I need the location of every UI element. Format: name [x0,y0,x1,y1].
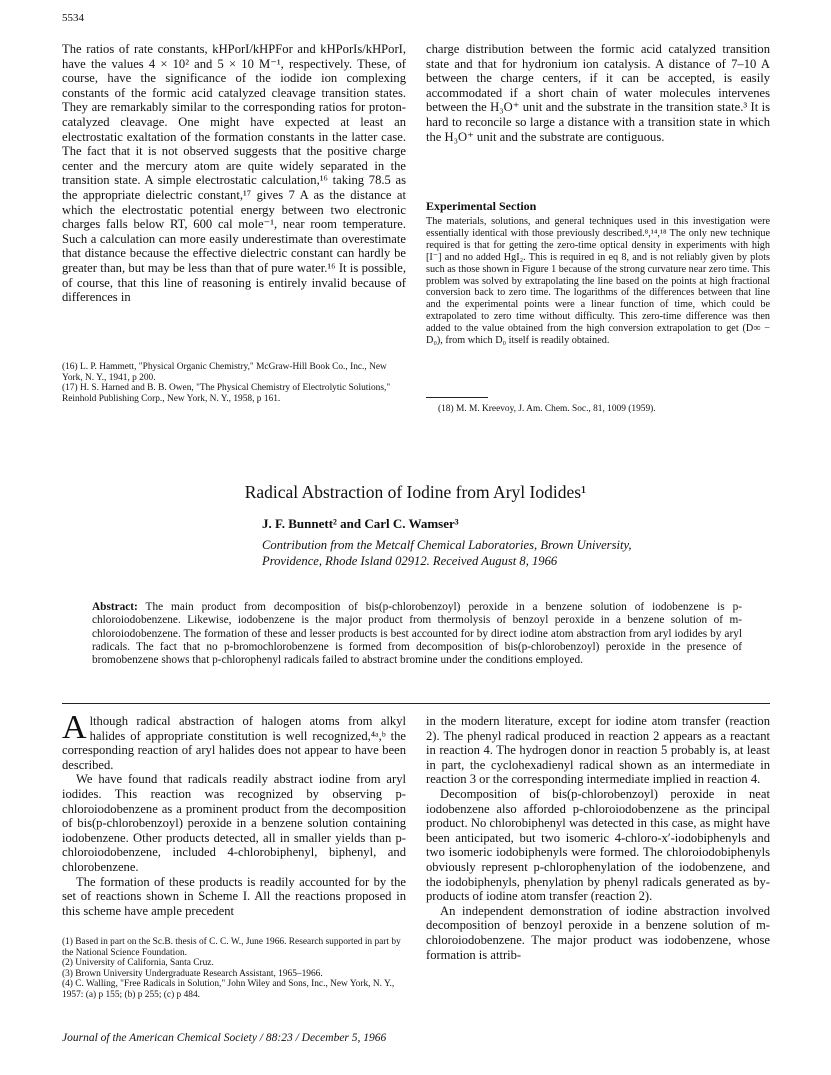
experimental-paragraph: The materials, solutions, and general techniques used in this investigation were essentially identical with those previously described.⁸,¹⁴,¹⁸ The only new technique required is that for getting the zero-time optical density in experiments with high [I⁻] and no added HgI₂. This is required in eq 8, and is not reliably given by plots such as those shown in Figure 1 because of the strong curvature near zero time. This problem was solved by extrapolating the line based on the points at high fractional conversion back to zero time. The logarithms of the differences between that line and the experimental points were a linear function of time, which could be extrapolated to zero time without difficulty. This zero-time difference was then added to the value obtained from the high conversion extrapolation to get (D∞ − D₀), from which D₀ itself is readily obtained. [426,216,770,347]
experimental-text [426,216,770,347]
footnote: (18) M. M. Kreevoy, J. Am. Chem. Soc., 81, 1009 (1959). [438,404,656,414]
top-left-footnotes [62,362,406,404]
abstract-text: The main product from decomposition of bis(p-chlorobenzoyl) peroxide in a benzene solution of iodobenzene is p-chloroiodobenzene. Likewise, iodobenzene is the major product from thermolysis of benzoyl peroxide in a benzene solution of m-chloroiodobenzene. The formation of these and lesser products is best accounted for by direct iodine atom abstraction from aryl iodides by aryl radicals. The fact that no p-bromochlorobenzene is formed from decomposition of bis(p-chlorobenzoyl) peroxide in the presence of bromobenzene shows that p-chlorophenyl radicals failed to abstract bromine under the conditions employed. [92,601,742,667]
top-left-column [62,42,406,305]
body-left-footnotes [62,937,406,1001]
body-paragraph: Decomposition of bis(p-chlorobenzoyl) peroxide in neat iodobenzene also afforded p-chloroiodobenzene as the principal product. No chlorobiphenyl was detected in this case, as might have been anticipated, but two isomeric 4-chloro-x′-iodobiphenyls and two isomeric iodobiphenyls were formed. The chloroiodobiphenyls obviously represent p-chlorophenylation of the iodobenzene, and the iodobiphenyls, phenylation by phenyl radicals generated as by-products of iodine atom transfer (reaction 2). [426,786,770,904]
abstract-label: Abstract: [92,601,138,613]
body-paragraph: The formation of these products is readily accounted for by the set of reactions shown in Scheme I. All the reactions proposed in this scheme have ample precedent [62,874,406,918]
body-paragraph: The ratios of rate constants, kHPorI/kHPFor and kHPorIs/kHPorI, have the values 4 × 10² and 5 × 10 M⁻¹, respectively. These, of course, have the significance of the iodide ion complexing constants of the formic acid catalyzed cleavage transition states. They are remarkably similar to the corresponding ratios for proton-catalyzed cleavage. One might have expected at least an electrostatic exaltation of the formation constants in the latter case. The fact that it is not observed suggests that the positive charge center and the mercury atom are quite widely separated in the transition state. A simple electrostatic calculation,¹⁶ taking 78.5 as the appropriate dielectric constant,¹⁷ gives 7 A as the distance at which the electrostatic potential energy between two electronic charges falls below RT, 600 cal mole⁻¹, near room temperature. Such a calculation can more easily underestimate than overestimate that distance because the effective dielectric constant can hardly be greater than, but may be less than that of pure water.¹⁶ It is possible, of course, that this line of reasoning is entirely invalid because of differences in [62,42,406,305]
body-left-column [62,709,406,918]
section-divider [62,703,770,704]
footnote: (17) H. S. Harned and B. B. Owen, "The Physical Chemistry of Electrolytic Solutions," Reinhold Publishing Corp., New York, N. Y., 1958, p 161. [62,383,391,404]
top-right-footnotes [438,404,770,415]
article-title: Radical Abstraction of Iodine from Aryl Iodides¹ [244,482,587,502]
footnote: (4) C. Walling, "Free Radicals in Solution," John Wiley and Sons, Inc., New York, N. Y., 1957: (a) p 155; (b) p 255; (c) p 484. [62,979,395,1000]
body-paragraph: We have found that radicals readily abstract iodine from aryl iodides. This reaction was recognized by observing p-chloroiodobenzene as a prominent product from the decomposition of bis(p-chlorobenzoyl) peroxide in a benzene solution containing iodobenzene. Other products detected, all in smaller yields than p-chloroiodobenzene, included 4-chlorobiphenyl, biphenyl, and chlorobenzene. [62,772,406,874]
body-paragraph: An independent demonstration of iodine abstraction involved decomposition of benzoyl peroxide in a benzene solution of m-chloroiodobenzene. The major product was iodobenzene, whose formation is attrib- [426,903,770,962]
body-right-column [426,714,770,962]
affiliation-line: Contribution from the Metcalf Chemical Laboratories, Brown University, [262,538,632,552]
journal-footer: Journal of the American Chemical Society / 88:23 / December 5, 1966 [62,1032,387,1044]
footnote: (2) University of California, Santa Cruz. [62,958,214,969]
abstract [92,601,742,667]
article-authors: J. F. Bunnett² and Carl C. Wamser³ [262,516,459,531]
body-paragraph: charge distribution between the formic acid catalyzed transition state and that for hydronium ion catalysis. A distance of 7–10 A between the charge centers, if it can be accepted, is easily accommodated if a short chain of water molecules intervenes between the H₃O⁺ unit and the substrate in the transition state.³ It is hard to reconcile so large a distance with a transition state in which the H₃O⁺ unit and the substrate are contiguous. [426,42,770,144]
footnote: (3) Brown University Undergraduate Research Assistant, 1965–1966. [62,968,323,979]
footnote-divider [426,397,488,398]
footnote: (1) Based in part on the Sc.B. thesis of C. C. W., June 1966. Research supported in part by the National Science Foundation. [62,937,401,958]
body-paragraph: in the modern literature, except for iodine atom transfer (reaction 2). The phenyl radical produced in reaction 2 appears as a reactant in reaction 4. The hydrogen donor in reaction 5 probably is, at least in part, the cyclohexadienyl radical shown as an intermediate in reaction 3 or the corresponding intermediate implied in reaction 4. [426,714,770,787]
drop-cap: A [62,709,87,746]
top-right-column [426,42,770,144]
page-number: 5534 [62,12,84,24]
footnote: (16) L. P. Hammett, "Physical Organic Chemistry," McGraw-Hill Book Co., Inc., New York, N. Y., 1941, p 200. [62,362,387,383]
intro-text: lthough radical abstraction of halogen atoms from alkyl halides of appropriate constitution is well recognized,⁴ᵃ,ᵇ the corresponding reaction of aryl halides does not appear to have been described. [62,714,406,772]
article-affiliation [262,538,632,569]
intro-paragraph [62,709,406,772]
affiliation-line: Providence, Rhode Island 02912. Received August 8, 1966 [262,553,558,568]
section-heading: Experimental Section [426,199,537,213]
